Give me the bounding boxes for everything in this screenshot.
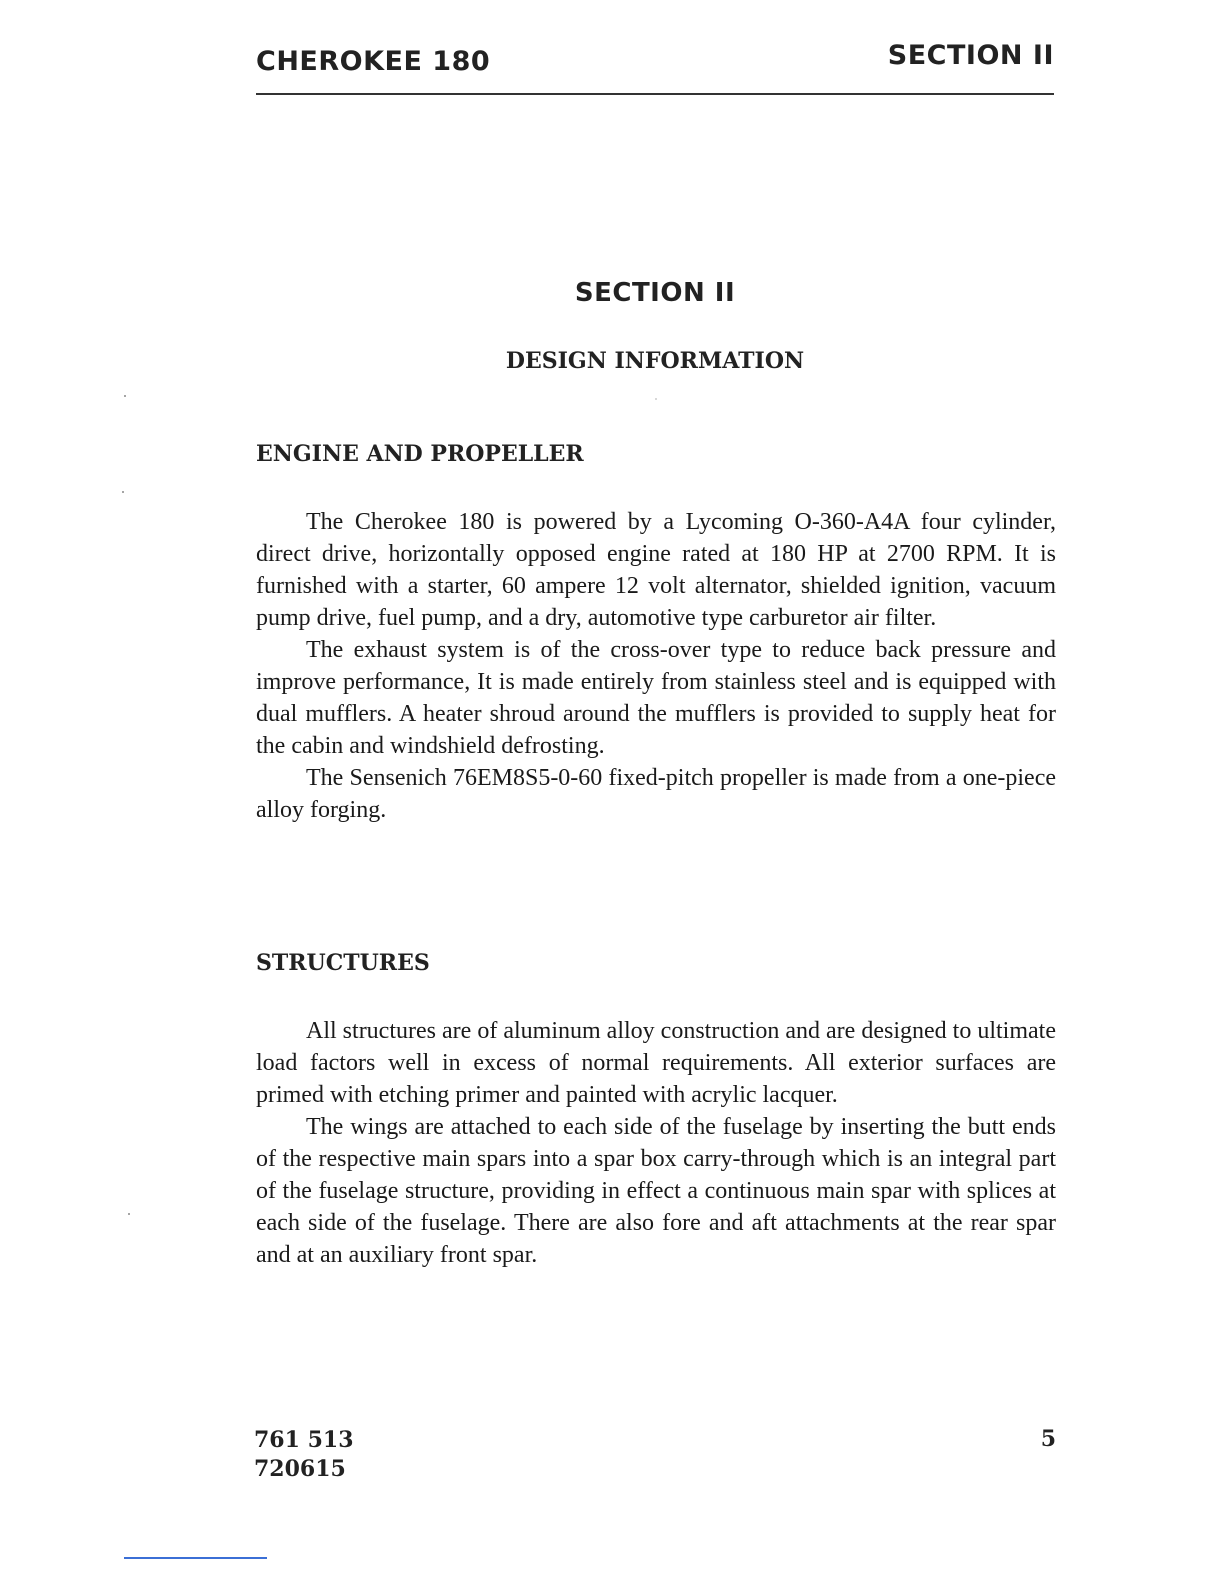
engine-paragraph-2: The exhaust system is of the cross-over type to reduce back pressure and improve performance, It is made entirely from stainless steel and is equipped with dual mufflers. A heater shroud around the mufflers is provided to supply heat for the cabin and windshield defrosting. [256, 637, 1056, 759]
page-number: 5 [1040, 1426, 1056, 1452]
section-title: SECTION II [574, 278, 736, 308]
heading-structures: STRUCTURES [256, 950, 430, 976]
engine-paragraph-1: The Cherokee 180 is powered by a Lycoming O-360-A4A four cylinder, direct drive, horizontally opposed engine rated at 180 HP at 2700 RPM. It is furnished with a starter, 60 ampere 12 volt alternator, shielded ignition, vacuum pump drive, fuel pump, and a dry, automotive type carburetor air filter. [256, 509, 1056, 631]
heading-engine-and-propeller: ENGINE AND PROPELLER [256, 441, 584, 467]
scan-speck [655, 398, 657, 400]
structures-body [256, 1015, 1056, 1271]
footer-code-2: 720615 [254, 1456, 346, 1482]
section-subtitle: DESIGN INFORMATION [505, 348, 805, 374]
header-title: CHEROKEE 180 [256, 46, 491, 77]
footer-code-1: 761 513 [254, 1427, 354, 1453]
engine-paragraph-3: The Sensenich 76EM8S5-0-60 fixed-pitch propeller is made from a one-piece alloy forging. [256, 765, 1056, 823]
scan-speck [128, 1213, 130, 1215]
scan-speck [124, 395, 126, 397]
scan-artifact-line [124, 1557, 267, 1559]
running-header [256, 40, 1054, 80]
engine-body [256, 506, 1056, 826]
header-section: SECTION II [887, 40, 1054, 71]
header-rule [256, 93, 1054, 95]
footer-codes [254, 1426, 354, 1484]
structures-paragraph-1: All structures are of aluminum alloy construction and are designed to ultimate load factors well in excess of normal requirements. All exterior surfaces are primed with etching primer and painted with acrylic lacquer. [256, 1018, 1056, 1108]
structures-paragraph-2: The wings are attached to each side of the fuselage by inserting the butt ends of the respective main spars into a spar box carry-through which is an integral part of the fuselage structure, providing in effect a continuous main spar with splices at each side of the fuselage. There are also fore and aft attachments at the rear spar and at an auxiliary front spar. [256, 1114, 1056, 1268]
scan-speck [122, 491, 124, 493]
